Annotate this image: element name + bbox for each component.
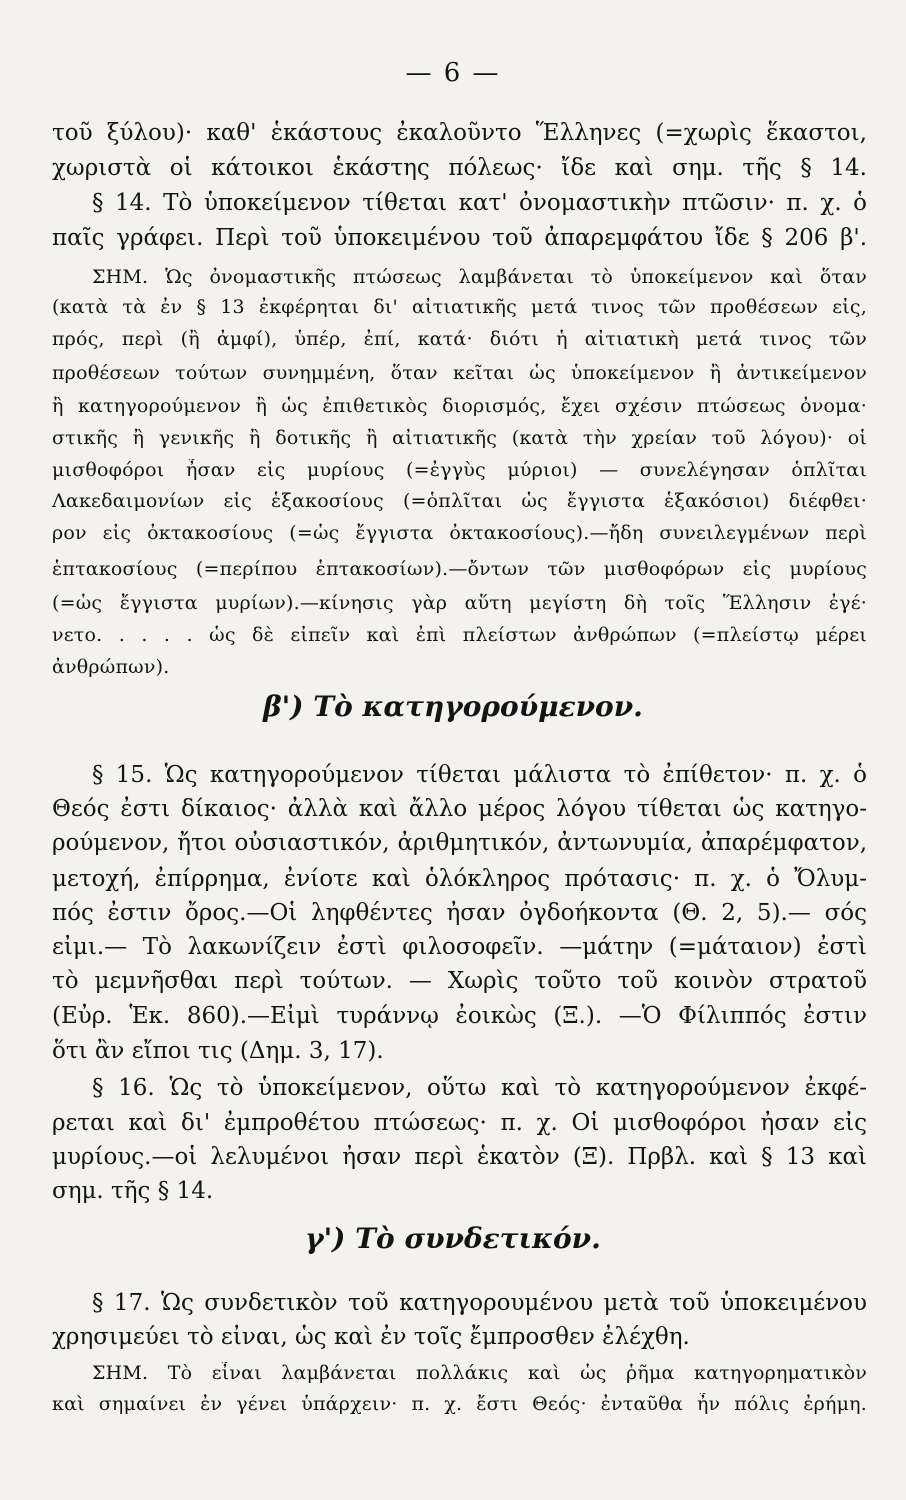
- text-line: εἰμι.— Τὸ λακωνίζειν ἐστὶ φιλοσοφεῖν. —μάτην (=μάταιον) ἐστὶ: [52, 934, 867, 960]
- text-line: σημ. τῆς § 14.: [52, 1178, 214, 1204]
- text-line: χρησιμεύει τὸ εἶναι, ὡς καὶ ἐν τοῖς ἔμπροσθεν ἐλέχθη.: [52, 1324, 690, 1350]
- text-line: στικῆς ἢ γενικῆς ἢ δοτικῆς ἢ αἰτιατικῆς (κατὰ τὴν χρείαν τοῦ λόγου)· οἱ: [52, 427, 867, 449]
- text-line: ἢ κατηγορούμενον ἢ ὡς ἐπιθετικὸς διορισμός, ἔχει σχέσιν πτώσεως ὀνομα·: [52, 395, 867, 417]
- text-line: ΣΗΜ. Ὡς ὀνομαστικῆς πτώσεως λαμβάνεται τὸ ὑποκείμενον καὶ ὅταν: [92, 266, 867, 288]
- text-line: καὶ σημαίνει ἐν γένει ὑπάρχειν· π. χ. ἔστι Θεός· ἐνταῦθα ἦν πόλις ἐρήμη.: [52, 1393, 867, 1415]
- text-line: Λακεδαιμονίων εἰς ἑξακοσίους (=ὁπλῖται ὡς ἔγγιστα ἑξακόσιοι) διέφθει·: [52, 490, 867, 512]
- page-number: — 6 —: [405, 58, 501, 88]
- section-heading-gamma: γ') Τὸ συνδετικόν.: [305, 1222, 601, 1255]
- text-line: μετοχή, ἐπίρρημα, ἐνίοτε καὶ ὁλόκληρος πρότασις· π. χ. ὁ Ὄλυμ-: [52, 866, 867, 892]
- text-line: ΣΗΜ. Τὸ εἶναι λαμβάνεται πολλάκις καὶ ὡς ῥῆμα κατηγορηματικὸν: [92, 1362, 867, 1384]
- text-line: (κατὰ τὰ ἐν § 13 ἐκφέρηται δι' αἰτιατικῆς μετά τινος τῶν προθέσεων εἰς,: [52, 296, 867, 318]
- text-line: χωριστὰ οἱ κάτοικοι ἑκάστης πόλεως· ἴδε καὶ σημ. τῆς § 14.: [52, 155, 867, 181]
- text-line: § 15. Ὡς κατηγορούμενον τίθεται μάλιστα τὸ ἐπίθετον· π. χ. ὁ: [92, 762, 867, 788]
- section-heading-beta: β') Τὸ κατηγορούμενον.: [263, 690, 643, 723]
- text-line: πός ἐστιν ὄρος.—Οἱ ληφθέντες ἦσαν ὀγδοήκοντα (Θ. 2, 5).— σός: [52, 900, 867, 926]
- text-line: μισθοφόροι ἦσαν εἰς μυρίους (=ἐγγὺς μύριοι) — συνελέγησαν ὁπλῖται: [52, 459, 867, 481]
- text-line: § 14. Τὸ ὑποκείμενον τίθεται κατ' ὀνομαστικὴν πτῶσιν· π. χ. ὁ: [92, 190, 867, 216]
- text-line: § 16. Ὡς τὸ ὑποκείμενον, οὕτω καὶ τὸ κατηγορούμενον ἐκφέ-: [92, 1075, 867, 1101]
- text-line: προθέσεων τούτων συνημμένη, ὅταν κεῖται ὡς ὑποκείμενον ἢ ἀντικείμενον: [52, 362, 867, 384]
- text-line: ὅτι ἂν εἴποι τις (Δημ. 3, 17).: [52, 1038, 384, 1064]
- text-line: (Εὐρ. Ἑκ. 860).—Εἰμὶ τυράννῳ ἐοικὼς (Ξ.). —Ὁ Φίλιππός ἐστιν: [52, 1003, 867, 1029]
- text-line: ρον εἰς ὀκτακοσίους (=ὡς ἔγγιστα ὀκτακοσίους).—ἤδη συνειλεγμένων περὶ: [52, 522, 867, 544]
- text-line: (=ὡς ἔγγιστα μυρίων).—κίνησις γὰρ αὕτη μεγίστη δὴ τοῖς Ἕλλησιν ἐγέ·: [52, 592, 867, 614]
- text-line: § 17. Ὡς συνδετικὸν τοῦ κατηγορουμένου μετὰ τοῦ ὑποκειμένου: [92, 1290, 867, 1316]
- text-line: νετο. . . . . ὡς δὲ εἰπεῖν καὶ ἐπὶ πλείστων ἀνθρώπων (=πλείστῳ μέρει: [52, 624, 867, 646]
- text-line: τὸ μεμνῆσθαι περὶ τούτων. — Χωρὶς τοῦτο τοῦ κοινὸν στρατοῦ: [52, 968, 867, 994]
- text-line: ρούμενον, ἤτοι οὐσιαστικόν, ἀριθμητικόν, ἀντωνυμία, ἀπαρέμφατον,: [52, 830, 867, 856]
- text-line: ρεται καὶ δι' ἐμπροθέτου πτώσεως· π. χ. Οἱ μισθοφόροι ἦσαν εἰς: [52, 1110, 867, 1136]
- text-line: Θεός ἐστι δίκαιος· ἀλλὰ καὶ ἄλλο μέρος λόγου τίθεται ὡς κατηγο-: [52, 796, 867, 822]
- text-line: πρός, περὶ (ἢ ἀμφί), ὑπέρ, ἐπί, κατά· διότι ἡ αἰτιατικὴ μετά τινος τῶν: [52, 328, 867, 350]
- text-line: ἑπτακοσίους (=περίπου ἑπτακοσίων).—ὄντων τῶν μισθοφόρων εἰς μυρίους: [52, 558, 867, 580]
- text-line: μυρίους.—οἱ λελυμένοι ἦσαν περὶ ἑκατὸν (Ξ). Πρβλ. καὶ § 13 καὶ: [52, 1144, 867, 1170]
- text-line: παῖς γράφει. Περὶ τοῦ ὑποκειμένου τοῦ ἀπαρεμφάτου ἴδε § 206 β'.: [52, 225, 867, 251]
- text-line: ἀνθρώπων).: [52, 656, 170, 678]
- text-line: τοῦ ξύλου)· καθ' ἑκάστους ἐκαλοῦντο Ἕλληνες (=χωρὶς ἕκαστοι,: [52, 120, 867, 146]
